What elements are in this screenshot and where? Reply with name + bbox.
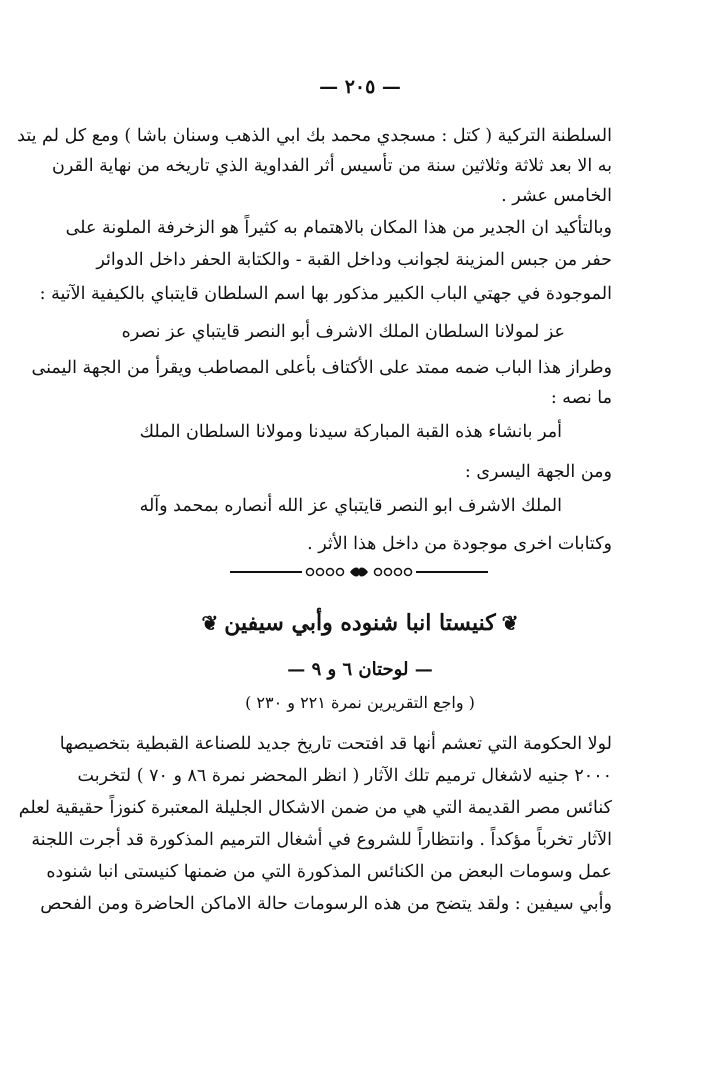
paragraph-1-line-2: به الا بعد ثلاثة وثلاثين سنة من تأسيس أثر الفداوية الذي تاريخه من نهاية القرن (52, 156, 612, 176)
page-number: — ٢٠٥ — (319, 76, 401, 98)
inscription-2: أمر بانشاء هذه القبة المباركة سيدنا ومولانا السلطان الملك (139, 422, 562, 442)
closing-line: وكتابات اخرى موجودة من داخل هذا الأثر . (307, 534, 612, 554)
paragraph-2-line-1: وبالتأكيد ان الجدير من هذا المكان بالاهتمام به كثيراً هو الزخرفة الملونة على (65, 218, 612, 238)
paragraph-4-line-2: ٢٠٠٠ جنيه لاشغال ترميم تلك الآثار ( انظر المحضر نمرة ٨٦ و ٧٠ ) لتخربت (77, 766, 612, 786)
paragraph-3-line-2: ما نصه : (550, 388, 612, 408)
paragraph-2-line-2: حفر من جبس المزينة لجوانب وداخل القبة - والكتابة الحفر داخل الدوائر (96, 250, 612, 270)
paragraph-2-line-3: الموجودة في جهتي الباب الكبير مذكور بها اسم السلطان قايتباي بالكيفية الآتية : (39, 284, 612, 304)
paragraph-4-line-4: الآثار تخرباً مؤكداً . وانتظاراً للشروع في أشغال الترميم المذكورة قد أجرت اللجنة (31, 830, 612, 850)
paragraph-3-line-1: وطراز هذا الباب ضمه ممتد على الأكتاف بأعلى المصاطب ويقرأ من الجهة اليمنى (31, 358, 612, 378)
ornamental-divider (230, 564, 488, 580)
inscription-3: الملك الاشرف ابو النصر قايتباي عز الله أنصاره بمحمد وآله (139, 496, 562, 516)
section-title-text: كنيستا انبا شنوده وأبي سيفين (224, 610, 496, 636)
paragraph-1-line-1: السلطنة التركية ( كتل : مسجدي محمد بك ابي الذهب وسنان باشا ) ومع كل لم يتد (17, 126, 612, 146)
ornament-right-icon: ❦ (501, 611, 519, 635)
paragraph-4-line-3: كنائس مصر القديمة التي هي من ضمن الاشكال الجليلة المعتبرة كنوزاً حقيقية لعلم (18, 798, 612, 818)
inscription-1: عز لمولانا السلطان الملك الاشرف أبو النصر قايتباي عز نصره (121, 322, 565, 342)
paragraph-4-line-1: لولا الحكومة التي تعشم أنها قد افتحت تاريخ جديد للصناعة القبطية بتخصيصها (59, 734, 612, 754)
paragraph-4-line-6: وأبي سيفين : ولقد يتضح من هذه الرسومات حالة الاماكن الحاضرة ومن الفحص (40, 894, 612, 914)
paragraph-1-line-3: الخامس عشر . (501, 186, 612, 206)
ornament-left-icon: ❦ (201, 611, 219, 635)
plates-label: — لوحتان ٦ و ٩ — (287, 659, 433, 680)
left-side-label: ومن الجهة اليسرى : (464, 462, 612, 482)
paragraph-4-line-5: عمل وسومات البعض من الكنائس المذكورة التي من ضمنها كنيستى انبا شنوده (46, 862, 612, 882)
reports-reference: ( واجع التقريرين نمرة ٢٢١ و ٢٣٠ ) (245, 693, 475, 712)
section-title (0, 606, 720, 640)
